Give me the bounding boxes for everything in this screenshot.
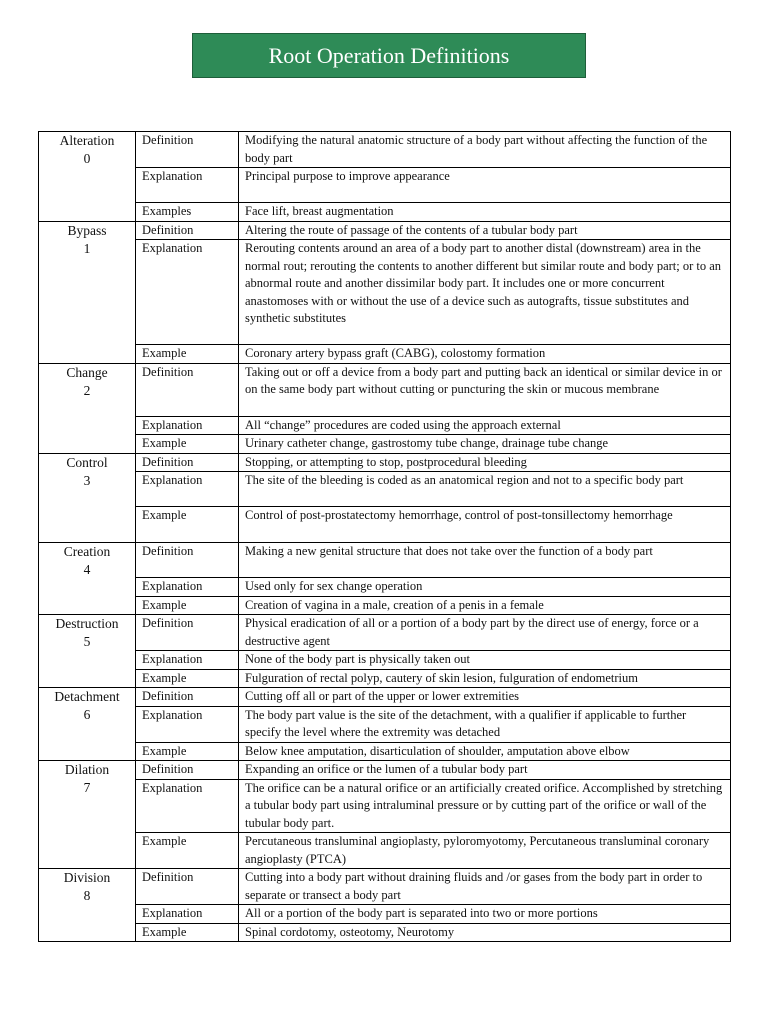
row-text: None of the body part is physically taken out	[239, 651, 731, 670]
table-row	[39, 132, 731, 168]
table-row	[39, 742, 731, 761]
table-row	[39, 651, 731, 670]
row-text: Stopping, or attempting to stop, postprocedural bleeding	[239, 453, 731, 472]
row-text: All or a portion of the body part is separated into two or more portions	[239, 905, 731, 924]
operation-code: 1	[83, 240, 91, 256]
operation-cell	[39, 761, 136, 869]
table-row	[39, 688, 731, 707]
operation-code: 4	[83, 562, 91, 577]
row-text: Taking out or off a device from a body part and putting back an identical or similar device in or on the same body part without cutting or puncturing the skin or mucous membrane	[239, 363, 731, 416]
row-label: Example	[136, 596, 239, 615]
row-label: Example	[136, 507, 239, 543]
root-operations-table	[38, 131, 731, 942]
row-text: The orifice can be a natural orifice or an artificially created orifice. Accomplished by stretching a tubular body part using intraluminal pressure or by cutting part of the orifice or wall of the tubular body part.	[239, 779, 731, 833]
row-text: Fulguration of rectal polyp, cautery of skin lesion, fulguration of endometrium	[239, 669, 731, 688]
operation-code: 5	[83, 634, 91, 649]
operation-name: Creation	[63, 544, 111, 559]
operation-cell	[39, 221, 136, 363]
row-label: Explanation	[136, 706, 239, 742]
row-text: Rerouting contents around an area of a body part to another distal (downstream) area in the normal rout; rerouting the contents to another different but similar route and body part; or to an abnormal route and another dissimilar body part. It includes one or more concurrent anastomoses with or without the use of a device such as autografts, tissue substitutes and synthetic substitutes	[239, 240, 731, 345]
row-text: Urinary catheter change, gastrostomy tube change, drainage tube change	[239, 435, 731, 454]
table-row	[39, 168, 731, 203]
operation-name: Dilation	[64, 762, 110, 777]
row-label: Explanation	[136, 651, 239, 670]
operation-code: 8	[83, 888, 91, 903]
operation-name: Division	[63, 870, 111, 885]
table-row	[39, 578, 731, 597]
operation-name: Detachment	[54, 689, 120, 704]
row-label: Explanation	[136, 416, 239, 435]
operation-code: 7	[83, 780, 91, 795]
page-title: Root Operation Definitions	[268, 42, 510, 68]
table-row	[39, 363, 731, 416]
row-text: Principal purpose to improve appearance	[239, 168, 731, 203]
row-label: Example	[136, 435, 239, 454]
operation-code: 2	[83, 382, 91, 398]
row-label: Example	[136, 345, 239, 364]
operation-cell	[39, 363, 136, 453]
row-label: Example	[136, 669, 239, 688]
table-row	[39, 669, 731, 688]
row-text: The body part value is the site of the detachment, with a qualifier if applicable to further specify the level where the extremity was detached	[239, 706, 731, 742]
row-text: Face lift, breast augmentation	[239, 203, 731, 222]
row-label: Definition	[136, 221, 239, 240]
table-row	[39, 779, 731, 833]
table-row	[39, 221, 731, 240]
table-row	[39, 240, 731, 345]
table-row	[39, 507, 731, 543]
table-row	[39, 472, 731, 507]
row-label: Definition	[136, 132, 239, 168]
row-label: Example	[136, 833, 239, 869]
row-text: Spinal cordotomy, osteotomy, Neurotomy	[239, 923, 731, 942]
operation-name: Change	[66, 364, 108, 380]
row-text: The site of the bleeding is coded as an anatomical region and not to a specific body part	[239, 472, 731, 507]
row-label: Definition	[136, 363, 239, 416]
row-label: Example	[136, 742, 239, 761]
row-label: Example	[136, 923, 239, 942]
table-row	[39, 345, 731, 364]
operation-code: 6	[83, 707, 91, 722]
row-label: Definition	[136, 615, 239, 651]
row-text: Control of post-prostatectomy hemorrhage, control of post-tonsillectomy hemorrhage	[239, 507, 731, 543]
row-label: Explanation	[136, 578, 239, 597]
row-label: Explanation	[136, 779, 239, 833]
row-label: Explanation	[136, 472, 239, 507]
table-row	[39, 596, 731, 615]
table-row	[39, 416, 731, 435]
row-text: Physical eradication of all or a portion of a body part by the direct use of energy, force or a destructive agent	[239, 615, 731, 651]
row-text: Cutting into a body part without draining fluids and /or gases from the body part in order to separate or transect a body part	[239, 869, 731, 905]
table-row	[39, 761, 731, 780]
table-row	[39, 706, 731, 742]
row-text: Expanding an orifice or the lumen of a tubular body part	[239, 761, 731, 780]
operation-name: Alteration	[59, 133, 115, 148]
row-label: Definition	[136, 453, 239, 472]
row-label: Explanation	[136, 240, 239, 345]
operation-cell	[39, 869, 136, 942]
row-text: Creation of vagina in a male, creation of a penis in a female	[239, 596, 731, 615]
row-label: Explanation	[136, 168, 239, 203]
operation-cell	[39, 453, 136, 543]
operation-cell	[39, 543, 136, 615]
title-banner	[192, 33, 586, 78]
operation-name: Control	[66, 454, 108, 470]
row-label: Explanation	[136, 905, 239, 924]
table-row	[39, 543, 731, 578]
row-label: Definition	[136, 688, 239, 707]
row-label: Definition	[136, 869, 239, 905]
table-row	[39, 615, 731, 651]
operation-cell	[39, 615, 136, 688]
table-row	[39, 453, 731, 472]
operation-code: 3	[83, 472, 91, 488]
row-text: Coronary artery bypass graft (CABG), colostomy formation	[239, 345, 731, 364]
row-text: All “change” procedures are coded using the approach external	[239, 416, 731, 435]
operation-name: Destruction	[55, 616, 119, 631]
row-label: Definition	[136, 543, 239, 578]
row-text: Used only for sex change operation	[239, 578, 731, 597]
operation-name: Bypass	[67, 222, 107, 238]
row-text: Percutaneous transluminal angioplasty, pyloromyotomy, Percutaneous transluminal coronary angioplasty (PTCA)	[239, 833, 731, 869]
operation-cell	[39, 688, 136, 761]
row-text: Making a new genital structure that does not take over the function of a body part	[239, 543, 731, 578]
operation-code: 0	[83, 151, 91, 166]
row-text: Below knee amputation, disarticulation of shoulder, amputation above elbow	[239, 742, 731, 761]
table-row	[39, 833, 731, 869]
table-row	[39, 203, 731, 222]
row-label: Definition	[136, 761, 239, 780]
table-row	[39, 435, 731, 454]
table-row	[39, 869, 731, 905]
row-label: Examples	[136, 203, 239, 222]
table-row	[39, 923, 731, 942]
row-text: Modifying the natural anatomic structure of a body part without affecting the function of the body part	[239, 132, 731, 168]
table-row	[39, 905, 731, 924]
row-text: Cutting off all or part of the upper or lower extremities	[239, 688, 731, 707]
row-text: Altering the route of passage of the contents of a tubular body part	[239, 221, 731, 240]
operation-cell	[39, 132, 136, 222]
